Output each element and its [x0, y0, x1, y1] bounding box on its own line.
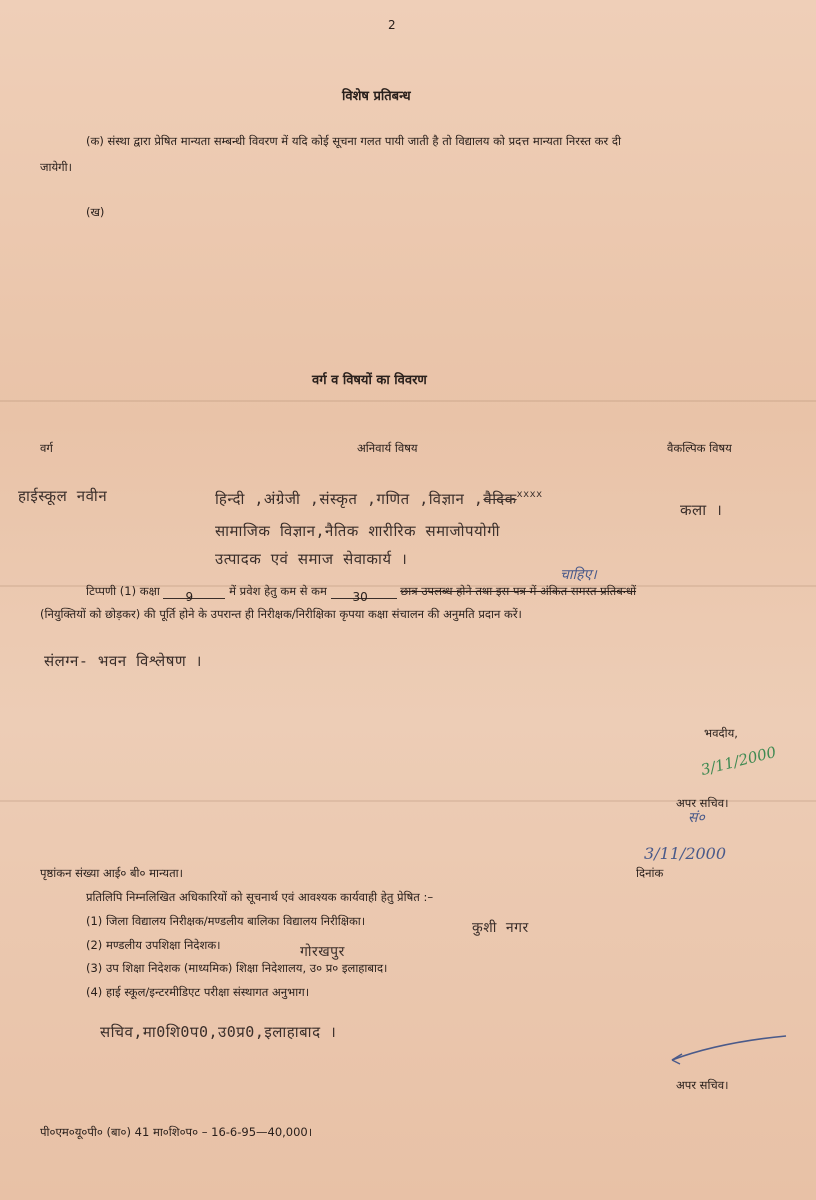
note-handwritten-insert: चाहिए। [560, 567, 597, 583]
blue-signature-date: 3/11/2000 [644, 844, 727, 863]
note-line1 [86, 584, 637, 604]
compulsory-xxx: xxxx [516, 489, 543, 500]
class-value: हाईस्कूल नवीन [18, 487, 108, 505]
copy-item-2-handwritten: गोरखपुर [300, 944, 345, 960]
col-optional-header: वैकल्पिक विषय [667, 441, 732, 455]
note-class-number: 9 [185, 590, 194, 604]
closing-text: भवदीय, [704, 726, 738, 740]
endorsement-ref: पृष्ठांकन संख्या आई० बी० मान्यता। [40, 866, 183, 880]
condition-a-line2: जायेगी। [40, 160, 72, 174]
copy-item-3: (3) उप शिक्षा निदेशक (माध्यमिक) शिक्षा निदेशालय, उ० प्र० इलाहाबाद। [86, 961, 388, 975]
col-class-header: वर्ग [40, 441, 53, 455]
blue-signature-stroke [664, 1030, 794, 1070]
green-signature-date: 3/11/2000 [698, 742, 778, 780]
copy-line: प्रतिलिपि निम्नलिखित अधिकारियों को सूचनार्थ एवं आवश्यक कार्यवाही हेतु प्रेषित :– [86, 890, 434, 904]
copy-item-1-handwritten: कुशी नगर [472, 920, 529, 936]
compulsory-subjects-line2: सामाजिक विज्ञान,नैतिक शारीरिक समाजोपयोगी [215, 522, 500, 540]
special-conditions-heading: विशेष प्रतिबन्ध [342, 89, 411, 104]
final-designation: अपर सचिव। [676, 1078, 729, 1092]
secretary-line: सचिव,मा0शि0प0,उ0प्र0,इलाहाबाद । [100, 1023, 337, 1041]
compulsory-struck-text: वैदिक [483, 490, 517, 508]
note-mid: में प्रवेश हेतु कम से कम [229, 584, 327, 598]
endorsement-date-label: दिनांक [636, 866, 664, 880]
condition-a-line1: (क) संस्था द्वारा प्रेषित मान्यता सम्बन्धी विवरण में यदि कोई सूचना गलत पायी जाती है तो विद्यालय को प्रदत्त मान्यता निरस्त कर दी [86, 134, 621, 148]
note-min-students: 30 [352, 590, 368, 604]
compulsory-subjects-line3: उत्पादक एवं समाज सेवाकार्य । [215, 550, 408, 568]
copy-item-2: (2) मण्डलीय उपशिक्षा निदेशक। [86, 938, 221, 952]
copy-item-4: (4) हाई स्कूल/इन्टरमीडिएट परीक्षा संस्थागत अनुभाग। [86, 985, 310, 999]
note-line2: (नियुक्तियों को छोड़कर) की पूर्ति होने के उपरान्त ही निरीक्षक/निरीक्षिका कृपया कक्षा संचालन की अनुमति प्रदान करें। [40, 607, 522, 621]
note-prefix: टिप्पणी (1) कक्षा [86, 584, 160, 598]
handwritten-so: सं० [688, 810, 705, 826]
col-compulsory-header: अनिवार्य विषय [357, 441, 418, 455]
optional-subject-value: कला । [680, 501, 723, 519]
enclosure: संलग्न- भवन विश्लेषण । [44, 652, 202, 670]
signature-designation: अपर सचिव। [676, 796, 729, 810]
note-class-blank [163, 584, 225, 604]
copy-item-1: (1) जिला विद्यालय निरीक्षक/मण्डलीय बालिका विद्यालय निरीक्षिका। [86, 914, 366, 928]
footer-print-ref: पी०एम०यू०पी० (बा०) 41 मा०शि०प० – 16-6-95—40,000। [40, 1125, 313, 1139]
condition-b: (ख) [86, 205, 105, 219]
page-number: 2 [388, 18, 396, 32]
note-line1-rest: छात्र उपलब्ध होने तथा इस पत्र में अंकित समस्त प्रतिबन्धों [400, 584, 637, 598]
note-students-blank [331, 584, 397, 604]
compulsory-subjects-line1 [215, 489, 543, 509]
class-subjects-heading: वर्ग व विषयों का विवरण [312, 373, 427, 388]
compulsory-line1-text: हिन्दी ,अंग्रेजी ,संस्कृत ,गणित ,विज्ञान , [215, 490, 484, 508]
